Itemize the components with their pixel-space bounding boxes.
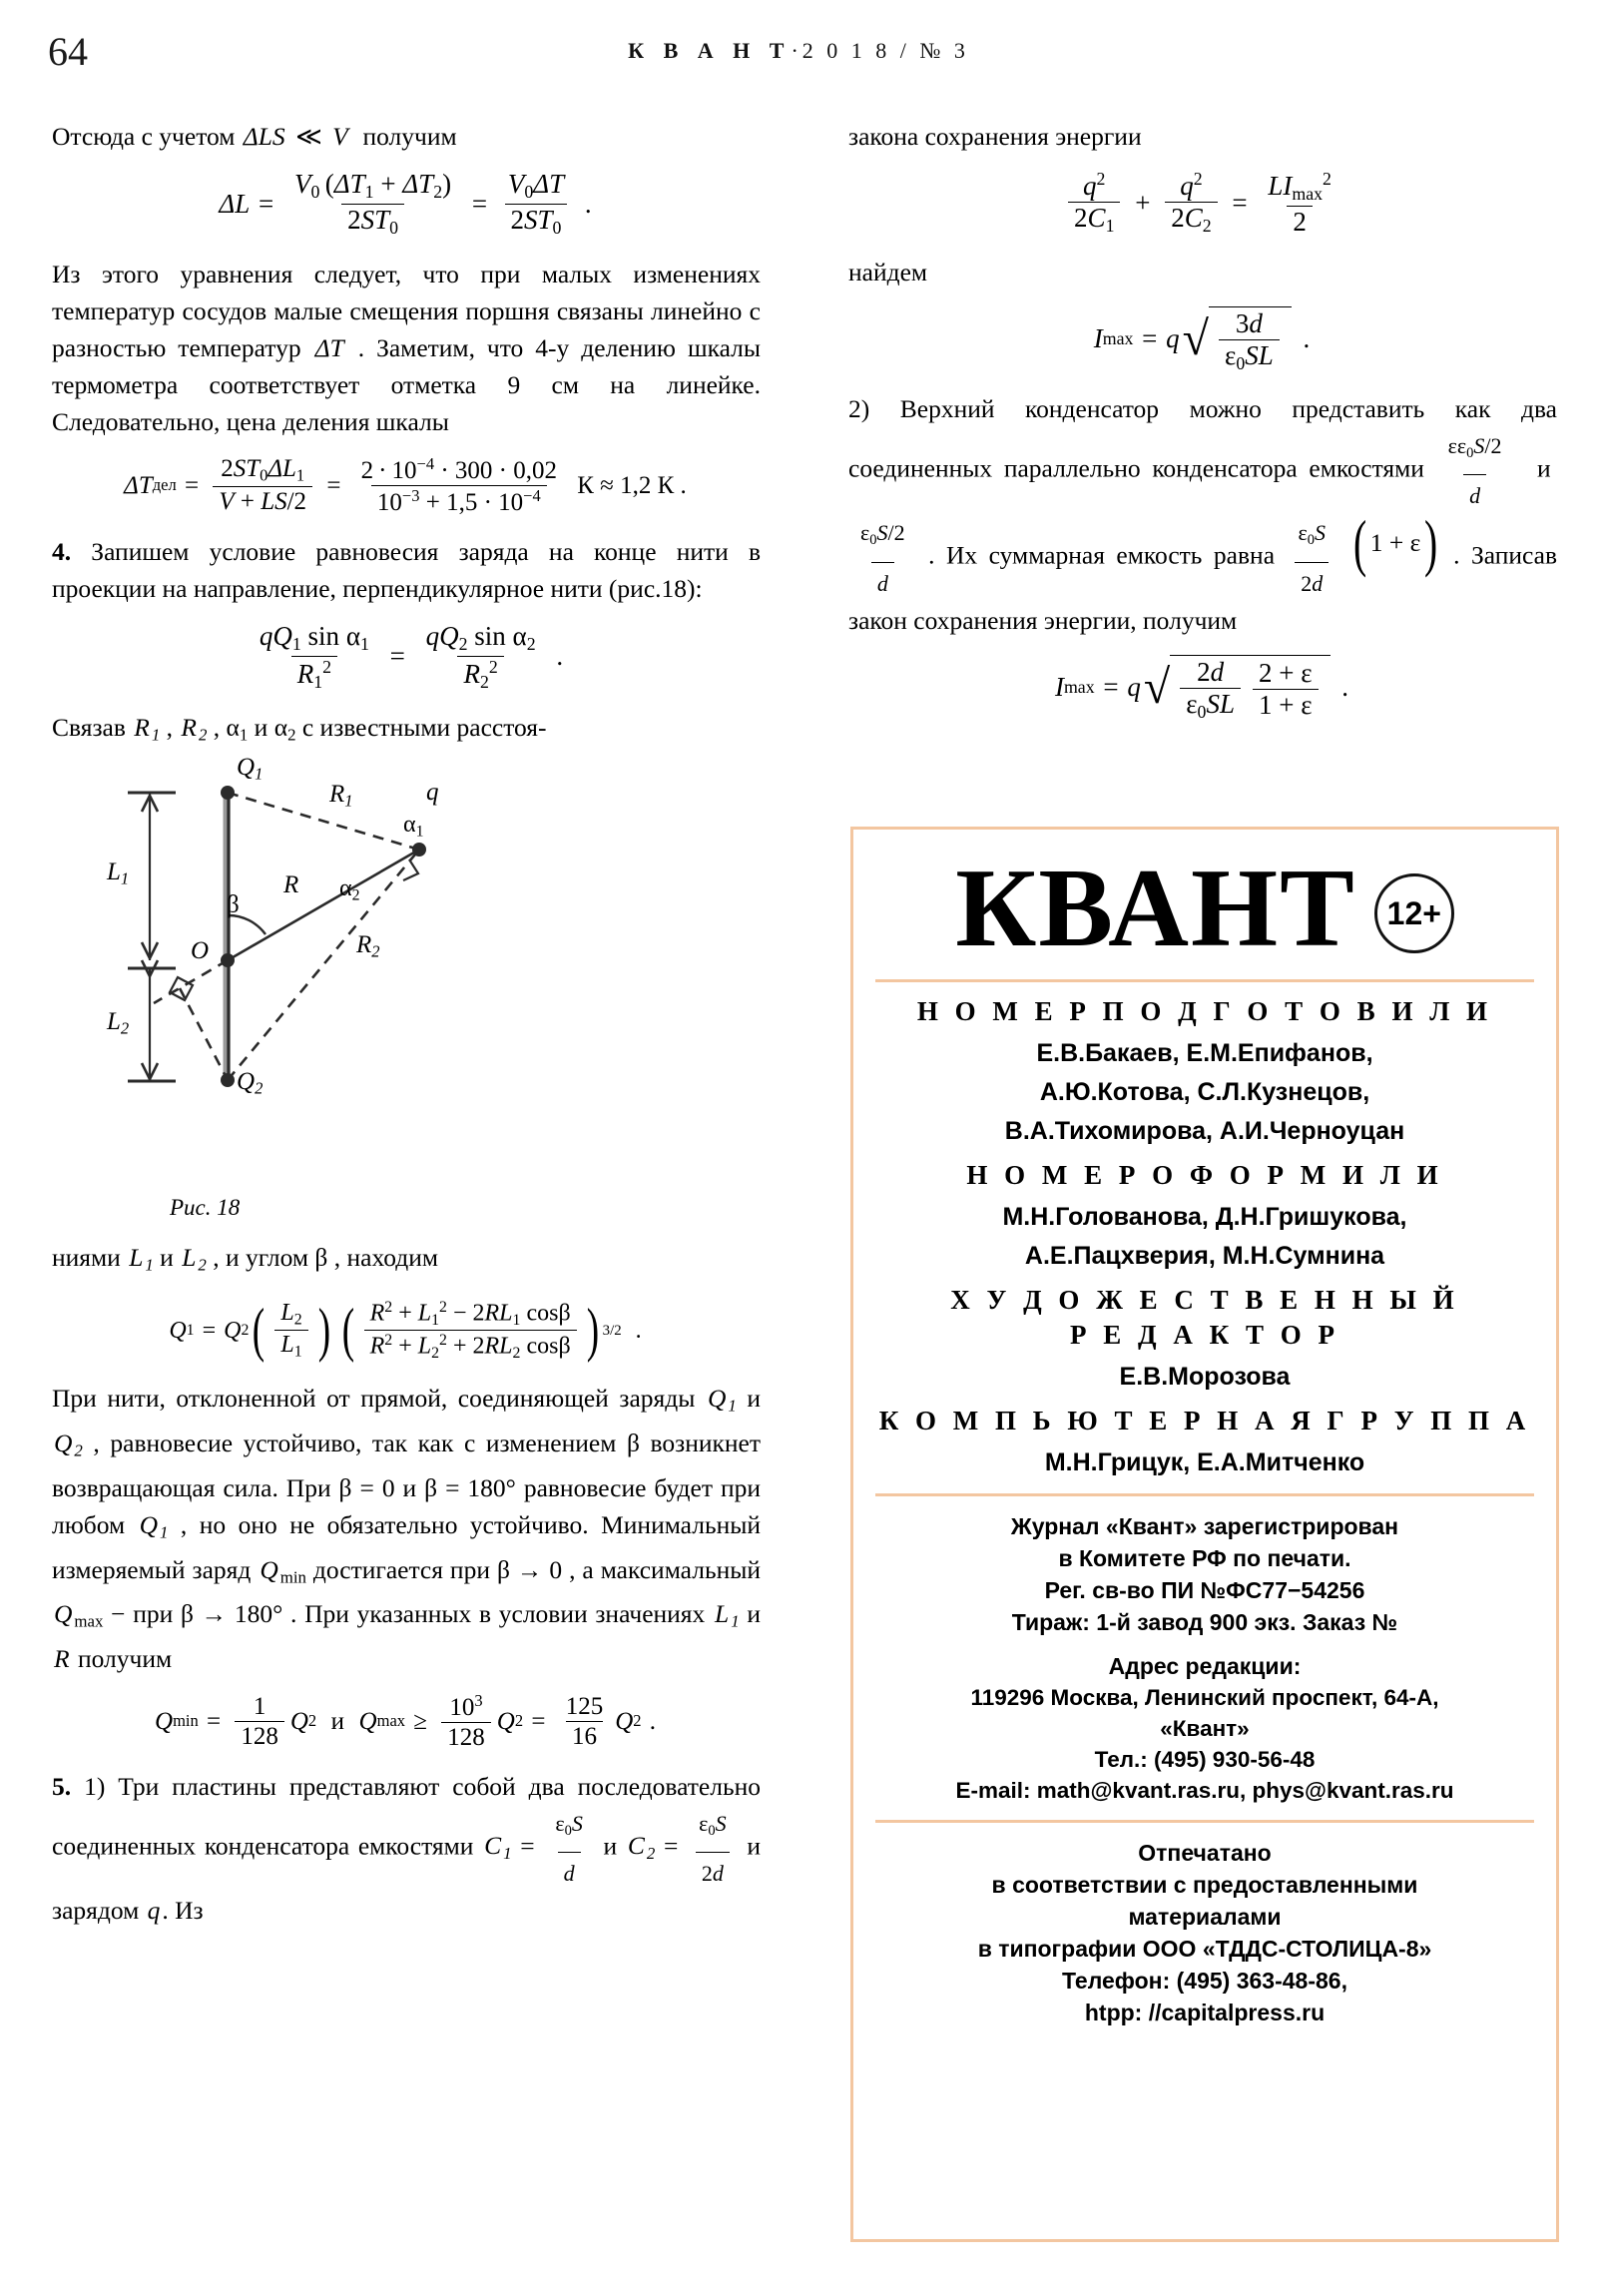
address-line: 119296 Москва, Ленинский проспект, 64-А, [970,1685,1439,1711]
equation-equilibrium: $\frac{qQ_1 \sin \alpha_1}{R_1^2}$ = $\frac{qQ_2 \sin \alpha_2}{R_2^2}$ . [259,620,564,692]
paragraph-naydem: найдем [848,257,928,287]
header-separator: · [791,38,802,63]
credit-line: А.Е.Пацхверия, М.Н.Сумнина [1024,1242,1385,1271]
left-column [52,118,761,1935]
credits-computer-group [875,1446,1534,1479]
page-header [0,28,1597,74]
equation-Imax-2: I max = q √ 2d $\varepsilon_0SL$ 2 + ε 1 + ε . [1054,656,1349,722]
registration-line: в Комитете РФ по печати. [1058,1545,1351,1572]
figure-label-O: O [191,936,210,964]
segment-R [228,850,419,960]
credit-line: Е.В.Морозова [1119,1363,1291,1392]
credit-line: А.Ю.Котова, С.Л.Кузнецов, [1039,1078,1370,1107]
address-line: «Квант» [1160,1716,1250,1742]
running-head [0,38,1597,64]
kvant-wordmark: КВАНТ [955,847,1356,970]
equation-Q1-ratio: Q 1 = Q 2 ( $L_2$ $L_1$ ) ( $R^2 + L_1^2 - 2RL_1$ cosβ $R^2 + L_2^2 + 2RL_2$ cosβ ) 3/2 . [169,1297,642,1364]
email-line[interactable]: E-mail: math@kvant.ras.ru, phys@kvant.ras.ru [955,1778,1454,1804]
paragraph-task-5: 5. 1) Три пластины представляют собой два последовательно соединенных конденсатора емкостями C $_1$ = $\frac{\varepsilon_0S}{d}$ и C $_2$ = $\frac{\varepsilon_0S}{2d}$ и зарядом q. Из [52,1772,761,1926]
section-title-computer-group: К О М П Ь Ю Т Е Р Н А Я Г Р У П П А [878,1406,1531,1436]
issue-label: 2 0 1 8 / № 3 [801,38,969,63]
paragraph-zakona: закона сохранения энергии [848,122,1142,151]
equation-energy-conservation: $q^2$ $2C_1$ + $\frac{q^2}{2C_2}$ = $LI_{max}^2$ 2 [848,171,1557,236]
figure-label-Q2: $Q_2$ [237,1067,264,1098]
credits-designed-by [875,1201,1534,1273]
figure-18 [52,753,761,1193]
figure-label-R1: $R_1$ [329,780,353,811]
point-O [221,953,235,967]
credits-art-editor [875,1361,1534,1394]
print-url-line[interactable]: htpp: //capitalpress.ru [1084,2000,1326,2026]
figure-label-alpha1: $\alpha_1$ [403,811,424,841]
point-q [412,843,426,857]
credit-line: М.Н.Голованова, Д.Н.Гришукова, [1002,1203,1407,1232]
section-title-art-editor-1: Х У Д О Ж Е С Т В Е Н Н Ы Й [950,1285,1459,1316]
age-rating-badge: 12+ [1374,873,1454,953]
address-title: Адрес редакции: [1108,1653,1302,1680]
paragraph-task-5-2: 2) Верхний конденсатор можно представить как два соединенных параллельно конденсатора емкостями $\frac{\varepsilon\varepsilon_0S/2}{d}$ и $\frac{\varepsilon_0S/2}{d}$ . Их суммарная емкость равна $\frac{\varepsilon_0S}{2d}$ ( 1 + ε ) . Записав закон сохранения энергии, получим [848,394,1557,635]
print-phone-line: Телефон: (495) 363-48-86, [1062,1968,1347,1995]
divider-bottom [875,1820,1534,1823]
paragraph-pri-niti: При нити, отклоненной от прямой, соединяющей заряды Q $_1$ и Q $_2$ , равновесие устойчиво, так как с изменением β возникнет возвращающая сила. При β = 0 и β = 180° равновесие будет при любом Q $_1$ , но оно не обязательно устойчиво. Минимальный измеряемый заряд Q $_{min}$ достигается при β → 0 , а максимальный Q $_{max}$ − при β → 180° . При указанных в условии значениях L $_1$ и R получим [52,1384,761,1673]
equation-delta-T-del: ΔT дел = $\frac{2ST_0\Delta L_1}{V + LS/2}$ = $\frac{2 \cdot 10^{-4} \cdot 300 \cdot 0,02}{10^{-3} + 1,5 \cdot 10^{-4}}$ К ≈ 1,2 К . [124,453,687,516]
right-column [848,118,1557,739]
equation-Imax-1: I max = q √ 3d $\varepsilon_0SL$ . [1093,307,1311,373]
registration-line: Рег. св-во ПИ №ФС77−54256 [1044,1577,1365,1604]
registration-line: Журнал «Квант» зарегистрирован [1010,1513,1399,1540]
address-block [875,1650,1534,1806]
figure-label-L2: $L_2$ [107,1007,130,1038]
figure-label-R: R [283,870,299,898]
section-title-art-editor-2: Р Е Д А К Т О Р [1070,1320,1339,1351]
colophon-box [850,827,1559,2242]
kvant-logo-row [875,847,1534,970]
figure-label-L1: $L_1$ [107,858,130,888]
equation-delta-L: ΔL = $\frac{V_0 (\Delta T_1 + \Delta T_2)}{2ST_0}$ = $\frac{V_0\Delta T}{2ST_0}$ . [219,169,592,238]
credit-line: М.Н.Грицук, Е.А.Митченко [1044,1448,1365,1477]
figure-label-Q1: $Q_1$ [237,753,264,784]
segment-R1 [228,793,419,850]
paragraph-iz-etogo: Из этого уравнения следует, что при малых изменениях температур сосудов малые смещения поршня связаны линейно с разностью температур ΔT . Заметим, что 4-у делению шкалы термометра соответствует отметка 9 см на линейке. Следовательно, цена деления шкалы [52,259,761,436]
segment-R2 [228,850,419,1080]
paragraph-niyami: ниями L $_1$ и L $_2$ , и углом β , находим [52,1242,438,1275]
page-number: 64 [48,29,88,74]
print-line: в типографии ООО «ТДДС-СТОЛИЦА-8» [977,1936,1432,1963]
phone-line: Тел.: (495) 930-56-48 [1094,1747,1316,1773]
figure-label-q: q [426,778,439,806]
equation-Qmin-Qmax: Q min = $\frac{1}{128}$ Q 2 и Q max ≥ $\frac{10^3}{128}$ Q 2 = $\frac{125}{16}$ Q 2 . [155,1690,656,1752]
registration-block [875,1510,1534,1638]
print-line: Отпечатано [1138,1840,1272,1867]
point-Q2 [221,1073,235,1087]
figure-label-R2: $R_2$ [356,930,380,961]
figure-caption: Рис. 18 [170,1194,241,1220]
print-line: в соответствии с предоставленными [991,1872,1418,1899]
credit-line: Е.В.Бакаев, Е.М.Епифанов, [1036,1039,1373,1068]
figure-label-beta: β [227,890,240,918]
print-line: материалами [1128,1904,1282,1931]
divider-top [875,979,1534,982]
credits-prepared-by [875,1037,1534,1148]
point-Q1 [221,786,235,800]
paragraph-task-4: 4. Запишем условие равновесия заряда на конце нити в проекции на направление, перпендикулярное нити (рис.18): [52,536,761,603]
paragraph-otsyuda: Отсюда с учетом ΔLS ≪ V получим [52,122,457,151]
paragraph-svyazav: Связав R $_1$ , R $_2$ , $\alpha_1$ и $\alpha_2$ с известными расстоя- [52,713,547,745]
divider-middle [875,1493,1534,1496]
figure-label-alpha2: $\alpha_2$ [339,874,360,904]
section-title-designed-by: Н О М Е Р О Ф О Р М И Л И [966,1160,1443,1191]
registration-line: Тираж: 1-й завод 900 экз. Заказ № [1011,1609,1398,1636]
credit-line: В.А.Тихомирова, А.И.Черноуцан [1004,1117,1405,1146]
section-title-prepared-by: Н О М Е Р П О Д Г О Т О В И Л И [916,996,1493,1027]
print-block [875,1837,1534,2028]
journal-name: К В А Н Т [628,38,792,63]
